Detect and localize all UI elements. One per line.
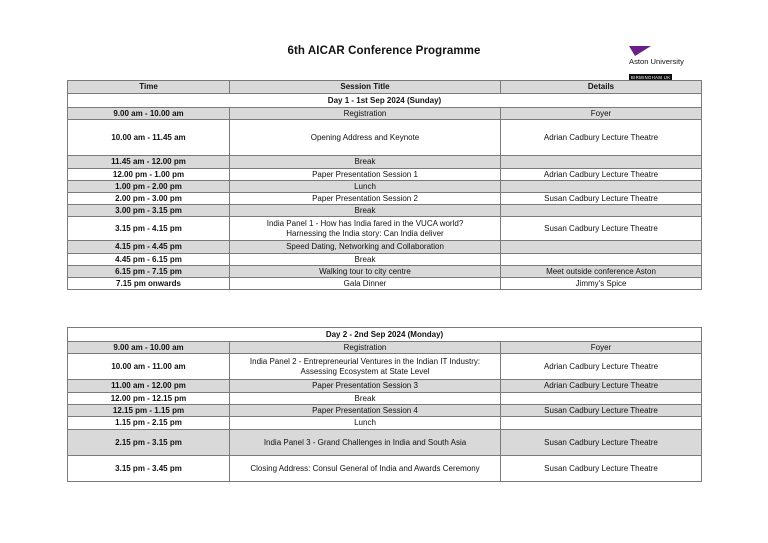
details-cell	[501, 156, 702, 169]
time-cell: 9.00 am - 10.00 am	[68, 342, 230, 354]
table-row	[68, 354, 702, 380]
header-session-title: Session Title	[230, 81, 501, 94]
time-cell: 3.15 pm - 4.15 pm	[68, 217, 230, 241]
session-line: India Panel 2 - Entrepreneurial Ventures in the Indian IT Industry:	[249, 356, 481, 366]
logo-subtitle: BIRMINGHAM UK	[631, 75, 671, 80]
session-cell: Registration	[230, 108, 501, 120]
details-cell: Foyer	[501, 108, 702, 120]
table-header-row	[68, 81, 702, 94]
details-cell: Susan Cadbury Lecture Theatre	[501, 193, 702, 205]
details-cell: Susan Cadbury Lecture Theatre	[501, 217, 702, 241]
table-row	[68, 430, 702, 456]
table-row	[68, 417, 702, 430]
session-cell: Lunch	[230, 181, 501, 193]
time-cell: 9.00 am - 10.00 am	[68, 108, 230, 120]
table-row	[68, 241, 702, 254]
details-cell	[501, 254, 702, 266]
details-cell: Adrian Cadbury Lecture Theatre	[501, 169, 702, 181]
day2-label-row	[68, 328, 702, 342]
table-row	[68, 156, 702, 169]
time-cell: 3.00 pm - 3.15 pm	[68, 205, 230, 217]
details-cell: Foyer	[501, 342, 702, 354]
table-row	[68, 181, 702, 193]
table-row	[68, 254, 702, 266]
details-cell	[501, 417, 702, 430]
day2-programme-table	[67, 327, 702, 482]
session-cell: Registration	[230, 342, 501, 354]
details-cell: Adrian Cadbury Lecture Theatre	[501, 120, 702, 156]
session-cell: Break	[230, 156, 501, 169]
time-cell: 1.15 pm - 2.15 pm	[68, 417, 230, 430]
day1-programme-table	[67, 80, 702, 290]
table-row	[68, 456, 702, 482]
time-cell: 2.15 pm - 3.15 pm	[68, 430, 230, 456]
header-details: Details	[501, 81, 702, 94]
session-cell: Opening Address and Keynote	[230, 120, 501, 156]
details-cell	[501, 241, 702, 254]
table-row	[68, 278, 702, 290]
time-cell: 11.45 am - 12.00 pm	[68, 156, 230, 169]
time-cell: 4.45 pm - 6.15 pm	[68, 254, 230, 266]
session-cell: Paper Presentation Session 4	[230, 405, 501, 417]
table-row	[68, 205, 702, 217]
session-line: Harnessing the India story: Can India deliver	[286, 228, 444, 238]
session-cell: Lunch	[230, 417, 501, 430]
details-cell: Susan Cadbury Lecture Theatre	[501, 430, 702, 456]
day1-label: Day 1 - 1st Sep 2024 (Sunday)	[68, 94, 702, 108]
session-cell: Paper Presentation Session 3	[230, 380, 501, 393]
session-cell: Closing Address: Consul General of India and Awards Ceremony	[230, 456, 501, 482]
day1-label-row	[68, 94, 702, 108]
time-cell: 12.00 pm - 1.00 pm	[68, 169, 230, 181]
time-cell: 7.15 pm onwards	[68, 278, 230, 290]
table-row	[68, 108, 702, 120]
details-cell	[501, 181, 702, 193]
session-line: Assessing Ecosystem at State Level	[300, 366, 430, 376]
table-row	[68, 266, 702, 278]
session-cell	[230, 354, 501, 380]
session-cell: Break	[230, 254, 501, 266]
details-cell: Adrian Cadbury Lecture Theatre	[501, 380, 702, 393]
session-cell: Walking tour to city centre	[230, 266, 501, 278]
time-cell: 1.00 pm - 2.00 pm	[68, 181, 230, 193]
page-title: 6th AICAR Conference Programme	[287, 45, 481, 57]
table-row	[68, 120, 702, 156]
details-cell: Jimmy's Spice	[501, 278, 702, 290]
time-cell: 4.15 pm - 4.45 pm	[68, 241, 230, 254]
session-cell: Break	[230, 393, 501, 405]
time-cell: 11.00 am - 12.00 pm	[68, 380, 230, 393]
session-cell: India Panel 3 - Grand Challenges in India and South Asia	[230, 430, 501, 456]
table-row	[68, 217, 702, 241]
aston-university-logo	[629, 46, 699, 84]
time-cell: 10.00 am - 11.00 am	[68, 354, 230, 380]
session-cell: Speed Dating, Networking and Collaboration	[230, 241, 501, 254]
details-cell: Adrian Cadbury Lecture Theatre	[501, 354, 702, 380]
table-row	[68, 342, 702, 354]
time-cell: 2.00 pm - 3.00 pm	[68, 193, 230, 205]
time-cell: 12.15 pm - 1.15 pm	[68, 405, 230, 417]
day2-label: Day 2 - 2nd Sep 2024 (Monday)	[68, 328, 702, 342]
details-cell: Susan Cadbury Lecture Theatre	[501, 456, 702, 482]
aston-triangle-icon	[629, 46, 651, 56]
details-cell	[501, 205, 702, 217]
time-cell: 6.15 pm - 7.15 pm	[68, 266, 230, 278]
table-row	[68, 405, 702, 417]
session-cell: Gala Dinner	[230, 278, 501, 290]
session-cell: Break	[230, 205, 501, 217]
details-cell: Susan Cadbury Lecture Theatre	[501, 405, 702, 417]
time-cell: 3.15 pm - 3.45 pm	[68, 456, 230, 482]
session-cell: Paper Presentation Session 2	[230, 193, 501, 205]
table-row	[68, 193, 702, 205]
details-cell	[501, 393, 702, 405]
table-row	[68, 393, 702, 405]
header-time: Time	[68, 81, 230, 94]
time-cell: 12.00 pm - 12.15 pm	[68, 393, 230, 405]
session-line: India Panel 1 - How has India fared in the VUCA world?	[266, 218, 464, 228]
session-cell: Paper Presentation Session 1	[230, 169, 501, 181]
table-row	[68, 169, 702, 181]
time-cell: 10.00 am - 11.45 am	[68, 120, 230, 156]
session-cell	[230, 217, 501, 241]
logo-name: Aston University	[629, 57, 684, 66]
table-row	[68, 380, 702, 393]
details-cell: Meet outside conference Aston	[501, 266, 702, 278]
